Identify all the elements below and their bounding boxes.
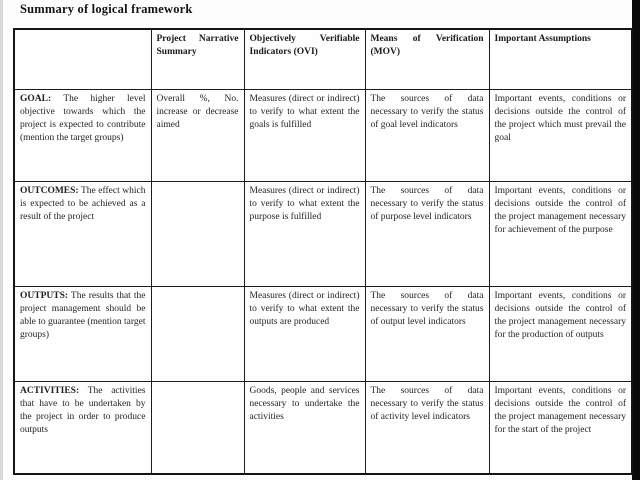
row-label-outputs: OUTPUTS: bbox=[20, 290, 69, 301]
table-row-activities bbox=[14, 381, 632, 474]
cell-goal-ovi: Measures (direct or indirect) to verify to what extent the goals is fulfilled bbox=[244, 89, 365, 181]
logical-framework-table bbox=[13, 28, 633, 475]
cell-goal-mov: The sources of data necessary to verify the status of goal level indicators bbox=[365, 89, 489, 181]
header-ovi: Objectively Verifiable Indicators (OVI) bbox=[244, 29, 365, 89]
table-row-outcomes bbox=[14, 181, 632, 286]
cell-outcomes-narrative bbox=[151, 181, 244, 286]
cell-outcomes-mov: The sources of data necessary to verify the status of purpose level indicators bbox=[365, 181, 489, 286]
cell-outputs-assumptions: Important events, conditions or decisions outside the control of the project management necessary for the production of outputs bbox=[489, 286, 632, 381]
header-mov: Means of Verification (MOV) bbox=[365, 29, 489, 89]
row-label-outcomes: OUTCOMES: bbox=[20, 185, 79, 196]
cell-activities-description bbox=[14, 381, 151, 474]
cell-goal-description bbox=[14, 89, 151, 181]
cell-outputs-ovi: Measures (direct or indirect) to verify to what extent the outputs are produced bbox=[244, 286, 365, 381]
cell-activities-mov: The sources of data necessary to verify the status of activity level indicators bbox=[365, 381, 489, 474]
header-empty bbox=[14, 29, 151, 89]
cell-goal-narrative: Overall %, No. increase or decrease aimed bbox=[151, 89, 244, 181]
cell-outcomes-description bbox=[14, 181, 151, 286]
cell-outcomes-ovi: Measures (direct or indirect) to verify to what extent the purpose is fulfilled bbox=[244, 181, 365, 286]
cell-goal-assumptions: Important events, conditions or decisions outside the control of the project which must prevail the goal bbox=[489, 89, 632, 181]
scan-edge-left bbox=[0, 0, 3, 480]
row-label-activities: ACTIVITIES: bbox=[20, 385, 80, 396]
row-description-goal: The higher level objective towards which the project is expected to contribute (mention the target groups) bbox=[20, 93, 146, 144]
cell-outputs-mov: The sources of data necessary to verify the status of output level indicators bbox=[365, 286, 489, 381]
table-row-goal bbox=[14, 89, 632, 181]
cell-outputs-narrative bbox=[151, 286, 244, 381]
row-description-outputs: The results that the project management should be able to guarantee (mention target groups) bbox=[20, 290, 146, 341]
row-label-goal: GOAL: bbox=[20, 93, 52, 104]
header-project-narrative-summary: Project Narrative Summary bbox=[151, 29, 244, 89]
table-header-row bbox=[14, 29, 632, 89]
table-row-outputs bbox=[14, 286, 632, 381]
cell-activities-narrative bbox=[151, 381, 244, 474]
scan-edge-right-bar bbox=[632, 0, 640, 480]
row-description-activities: The activities that have to be undertaken by the project in order to produce outputs bbox=[20, 385, 146, 436]
cell-outputs-description bbox=[14, 286, 151, 381]
cell-outcomes-assumptions: Important events, conditions or decisions outside the control of the project management necessary for achievement of the purpose bbox=[489, 181, 632, 286]
row-description-outcomes: The effect which is expected to be achieved as a result of the project bbox=[20, 185, 146, 223]
cell-activities-ovi: Goods, people and services necessary to undertake the activities bbox=[244, 381, 365, 474]
cell-activities-assumptions: Important events, conditions or decisions outside the control of the project management necessary for the start of the project bbox=[489, 381, 632, 474]
page-title: Summary of logical framework bbox=[20, 2, 193, 16]
header-important-assumptions: Important Assumptions bbox=[489, 29, 632, 89]
